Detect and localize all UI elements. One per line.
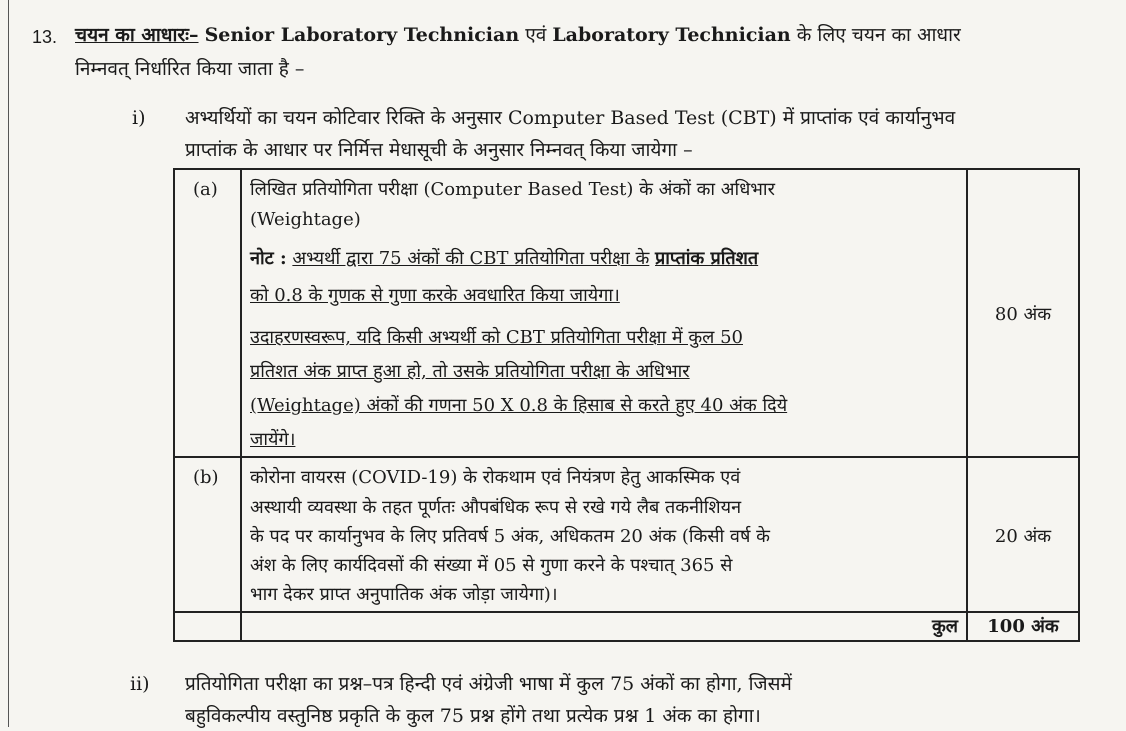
item-i-marker: i) (132, 107, 146, 129)
table-right-border (1078, 168, 1080, 642)
row-a-note-1 (250, 243, 758, 274)
note-label: नोट : (250, 248, 287, 269)
table-left-border (173, 168, 175, 642)
row-b-label: (b) (193, 467, 219, 488)
row-a-marks: 80 अंक (994, 304, 1052, 325)
row-a-title-2: (Weightage) (250, 209, 361, 230)
section-line-2: निम्नवत् निर्धारित किया जाता है – (75, 58, 305, 80)
table-col-divider-1 (240, 168, 242, 642)
section-number: 13. (32, 27, 58, 47)
item-i-line-2: प्राप्तांक के आधार पर निर्मित्त मेधासूची के अनुसार निम्नवत् किया जायेगा – (185, 139, 693, 161)
section-line-1 (75, 20, 961, 50)
item-ii-line-2: बहुविकल्पीय वस्तुनिष्ठ प्रकृति के कुल 75 प्रश्न होंगे तथा प्रत्येक प्रश्न 1 अंक का होगा। (185, 705, 761, 727)
total-marks: 100 अंक (987, 616, 1059, 637)
row-a-example-3: (Weightage) अंकों की गणना 50 X 0.8 के हिसाब से करते हुए 40 अंक दिये (250, 395, 788, 416)
note-bold: प्राप्तांक प्रतिशत (655, 248, 759, 269)
post-senior: Senior Laboratory Technician (204, 24, 520, 46)
row-a-example-2: प्रतिशत अंक प्राप्त हुआ हो, तो उसके प्रतियोगिता परीक्षा के अधिभार (250, 361, 690, 382)
row-b-line-3: के पद पर कार्यानुभव के लिए प्रतिवर्ष 5 अंक, अधिकतम 20 अंक (किसी वर्ष के (250, 526, 770, 547)
row-b-line-2: अस्थायी व्यवस्था के तहत पूर्णतः औपबंधिक रूप से रखे गये लैब तकनीशियन (250, 497, 742, 518)
table-row-divider-ab (173, 456, 1080, 458)
page-left-border (8, 0, 9, 727)
table-col-divider-2 (966, 168, 968, 642)
row-a-example-1: उदाहरणस्वरूप, यदि किसी अभ्यर्थी को CBT प्रतियोगिता परीक्षा में कुल 50 (250, 327, 743, 348)
row-b-line-1: कोरोना वायरस (COVID-19) के रोकथाम एवं नियंत्रण हेतु आकस्मिक एवं (250, 467, 741, 488)
section-line-1-end: के लिए चयन का आधार (796, 24, 961, 46)
row-b-line-5: भाग देकर प्राप्त अनुपातिक अंक जोड़ा जायेगा)। (250, 584, 558, 605)
total-label: कुल (931, 616, 958, 637)
row-b-line-4: अंश के लिए कार्यदिवसों की संख्या में 05 से गुणा करने के पश्चात् 365 से (250, 555, 733, 576)
row-a-title-1: लिखित प्रतियोगिता परीक्षा (Computer Based Test) के अंकों का अधिभार (250, 179, 775, 200)
row-a-note-2: को 0.8 के गुणक से गुणा करके अवधारित किया जायेगा। (250, 285, 620, 306)
table-top-border (173, 168, 1080, 170)
post-lab: Laboratory Technician (552, 24, 791, 46)
item-ii-marker: ii) (130, 673, 150, 695)
section-heading: चयन का आधारः– (75, 24, 199, 46)
row-a-example-4: जायेंगे। (250, 429, 296, 450)
conjunction: एवं (525, 24, 547, 46)
note-text-1: अभ्यर्थी द्वारा 75 अंकों की CBT प्रतियोगिता परीक्षा के (292, 248, 650, 269)
item-ii-line-1: प्रतियोगिता परीक्षा का प्रश्न–पत्र हिन्दी एवं अंग्रेजी भाषा में कुल 75 अंकों का होगा, जिसमें (185, 673, 792, 695)
item-i-line-1: अभ्यर्थियों का चयन कोटिवार रिक्ति के अनुसार Computer Based Test (CBT) में प्राप्तांक एवं कार्यानुभव (185, 107, 956, 129)
row-a-label: (a) (193, 179, 218, 200)
row-b-marks: 20 अंक (994, 526, 1052, 547)
